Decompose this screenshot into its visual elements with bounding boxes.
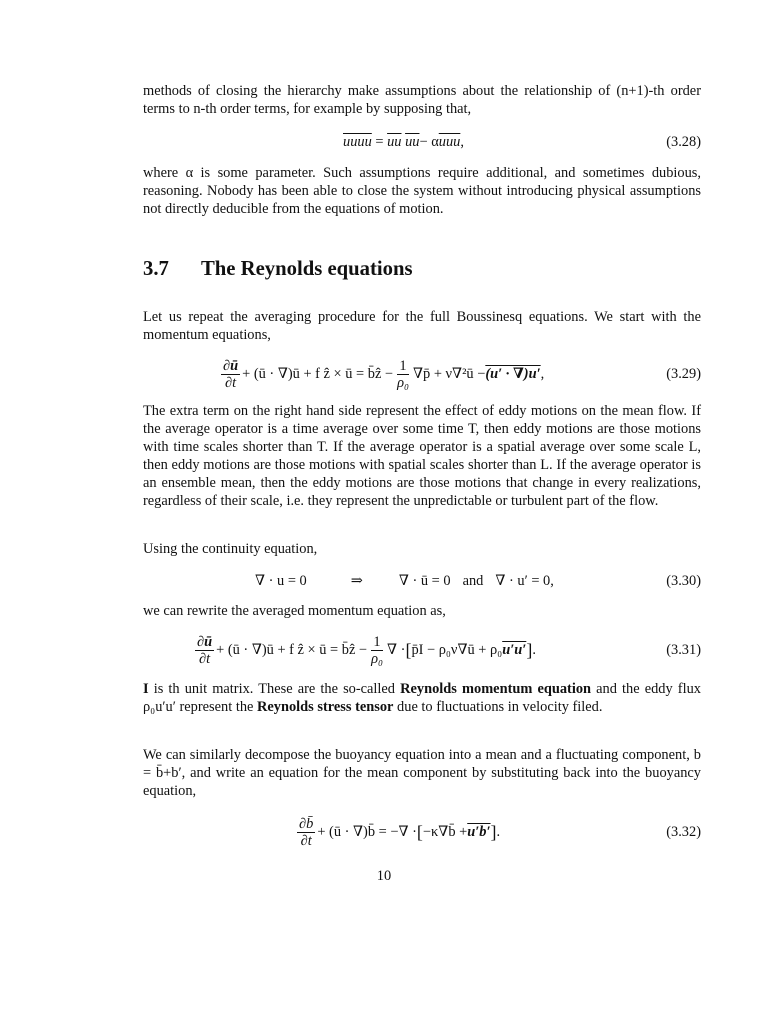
eq329-mid: + (ū · ∇)ū + f ẑ × ū = b̄ẑ − [242,365,394,382]
equation-number-3-31: (3.31) [666,641,701,658]
eq328-rhs-d: $\overline{uuu}$ [438,133,461,150]
paragraph-continuity-intro: Using the continuity equation, [143,541,318,557]
eq331-mid: + (ū · ∇)ū + f ẑ × ū = b̄ẑ − [216,641,368,658]
eq329-end: , [540,365,545,382]
equation-number-3-30: (3.30) [666,572,701,589]
eq329-tail: ∇p̄ + ν∇²ū − [412,365,486,382]
equation-3-32 [143,810,701,854]
paragraph-boussinesq-intro: Let us repeat the averaging procedure for the full Boussinesq equations. We start with the momentum equations, [143,309,701,343]
eq328-rhs-a: $\overline{uu}$ [387,133,402,150]
paragraph-buoyancy-intro: We can similarly decompose the buoyancy equation into a mean and a fluctuating component, b = b̄+b′, and write an equation for the mean component by substituting back into the buoyancy equation, [143,747,701,799]
eq330-a: ∇ · u = 0 [255,572,307,589]
paragraph-reynolds-stress: I is th unit matrix. These are the so-called Reynolds momentum equation and the eddy flux ρ₀u′u′ represent the Reynolds stress tensor due to fluctuations in velocity filed. [143,681,701,715]
equation-3-31 [143,628,701,672]
eq329-density-fraction: $\frac{1}{\text{ρ₀}}$ [397,357,409,391]
term-reynolds-momentum: Reynolds momentum equation [400,681,592,697]
eq332-open-bracket: [ [416,821,423,842]
paragraph-closure-discussion: where α is some parameter. Such assumptions require additional, and sometimes dubious, reasoning. Nobody has been able to close the system without introducing physical assumptions not directly deducible from the equations of motion. [143,165,701,217]
eq330-c: ∇ · u′ = 0, [495,572,554,589]
eq332-inner-b: u′b′ [467,823,491,840]
section-heading [143,255,413,283]
paragraph-eddy-motions: The extra term on the right hand side represent the effect of eddy motions on the mean flow. If the average operator is a time average over some time T, then eddy motions are those motions with time scales shorter than T. If the average operator is a spatial average over some scale L, then eddy motions are those motions with spatial scales shorter than L. If the average operator is an ensemble mean, then the eddy motions are those motions that change in every realizations, regardless of their scale, i.e. they represent the unpredictable or turbulent part of the flow. [143,403,701,509]
equation-3-32-body [295,810,500,854]
equation-number-3-29: (3.29) [666,365,701,382]
equation-3-29 [143,352,701,396]
term-reynolds-stress: Reynolds stress tensor [257,699,394,715]
eq329-time-derivative: $\frac{\partial ū}{\partial t}$ [223,357,239,391]
equation-3-29-body [219,352,544,396]
eq331-close-bracket: ] [526,639,533,660]
unit-matrix-symbol: I [143,681,149,697]
eq331-div: ∇ · [386,641,406,658]
eq331-end: . [532,641,536,658]
eq332-inner-a: −κ∇b̄ + [422,823,468,840]
page-number: 10 [376,868,392,884]
eq332-close-bracket: ] [490,821,497,842]
eq328-end: , [460,133,464,150]
eq332-time-derivative: $\frac{\partial b̄}{\partial t}$ [299,815,314,849]
paragraph-closure-intro: methods of closing the hierarchy make assumptions about the relationship of (n+1)-th order terms to n-th order terms, for example by supposing that, [143,83,701,117]
eq330-arrow: ⇒ [350,572,363,589]
eq330-and: and [462,572,484,589]
equation-number-3-32: (3.32) [666,823,701,840]
equation-3-28 [143,124,701,160]
equation-3-30 [143,568,701,594]
paragraph-rewrite-intro: we can rewrite the averaged momentum equation as, [143,603,446,619]
eq331-density-fraction: $\frac{1}{\text{ρ₀}}$ [371,633,383,667]
eq331-time-derivative: $\frac{\partial ū}{\partial t}$ [197,633,213,667]
eq332-end: . [496,823,501,840]
eq331-inner-a: p̄I − ρ₀ν∇ū + ρ₀ [411,641,503,658]
eq328-rhs-b: $\overline{uu}$ [405,133,420,150]
equation-3-31-body [193,628,536,672]
equation-number-3-28: (3.28) [666,133,701,150]
section-title: The Reynolds equations [201,258,413,280]
eq331-inner-b: u′u′ [502,641,527,658]
eq330-b: ∇ · ū = 0 [398,572,451,589]
eq328-rhs-c: − α [419,133,439,150]
equation-3-30-body [255,568,554,594]
eq331-open-bracket: [ [405,639,412,660]
eq332-mid: + (ū · ∇)b̄ = −∇ · [317,823,417,840]
equation-3-28-body: uuuu = $\overline{uu}$ $\overline{uu}$ − α $\overline{uuu}$ , [343,133,464,150]
section-number: 3.7 [143,258,169,280]
eq329-eddy-term: (u′ · ∇)u′ [485,366,541,382]
eq328-lhs: uuuu [343,133,372,150]
